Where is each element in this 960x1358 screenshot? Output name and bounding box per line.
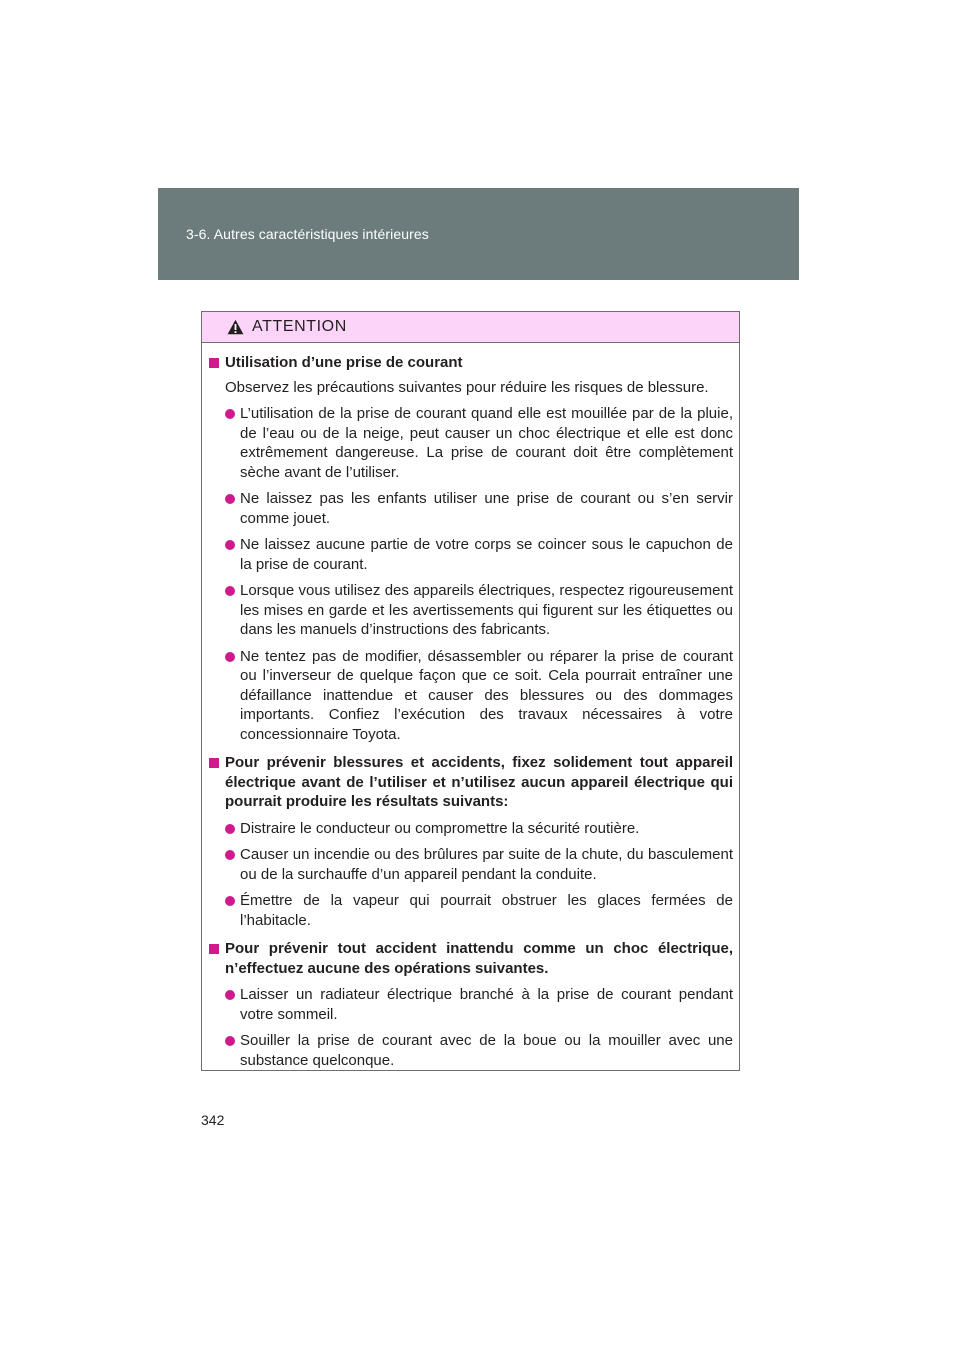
list-item-text: Causer un incendie ou des brûlures par suite de la chute, du basculement ou de la surchauffe d’un appareil pendant la conduite. (240, 846, 733, 883)
section-intro: Observez les précautions suivantes pour réduire les risques de blessure. (225, 378, 709, 396)
circle-bullet-icon (225, 586, 235, 596)
list-item (209, 581, 733, 640)
section-heading-text: Utilisation d’une prise de courant (225, 354, 463, 371)
circle-bullet-icon (225, 494, 235, 504)
list-item-text: L’utilisation de la prise de courant quand elle est mouillée par de la pluie, de l’eau ou de la neige, peut causer un choc électrique et elle est donc extrêmement dangereuse. La prise de courant doit être complètement sèche avant de l’utiliser. (240, 405, 733, 481)
list-item-text: Ne laissez pas les enfants utiliser une prise de courant ou s’en servir comme jouet. (240, 490, 733, 527)
list-item (209, 404, 733, 482)
list-item (209, 647, 733, 745)
square-bullet-icon (209, 358, 219, 368)
list-item (209, 535, 733, 574)
warning-title: ATTENTION (252, 318, 347, 335)
page-number: 342 (201, 1112, 225, 1128)
section-heading-text: Pour prévenir blessures et accidents, fixez solidement tout appareil électrique avant de l’utiliser et n’utilisez aucun appareil électrique qui pourrait produire les résultats suivants: (225, 754, 733, 810)
list-item-text: Lorsque vous utilisez des appareils électriques, respectez rigoureusement les mises en garde et les avertissements qui figurent sur les étiquettes ou dans les manuels d’instructions des fabricants. (240, 582, 733, 638)
square-bullet-icon (209, 758, 219, 768)
section-heading (209, 939, 733, 978)
list-item (209, 1031, 733, 1070)
section-title: 3-6. Autres caractéristiques intérieures (186, 226, 429, 242)
list-item-text: Laisser un radiateur électrique branché à la prise de courant pendant votre sommeil. (240, 986, 733, 1023)
circle-bullet-icon (225, 540, 235, 550)
list-item-text: Distraire le conducteur ou compromettre la sécurité routière. (240, 819, 640, 837)
section-heading (209, 353, 733, 373)
chapter-header-band (158, 188, 799, 280)
list-item (209, 985, 733, 1024)
list-item-text: Souiller la prise de courant avec de la boue ou la mouiller avec une substance quelconque. (240, 1032, 733, 1069)
circle-bullet-icon (225, 990, 235, 1000)
list-item (209, 819, 733, 839)
square-bullet-icon (209, 944, 219, 954)
circle-bullet-icon (225, 409, 235, 419)
circle-bullet-icon (225, 824, 235, 834)
section-heading (209, 753, 733, 812)
circle-bullet-icon (225, 1036, 235, 1046)
warning-box (201, 311, 740, 1071)
warning-triangle-icon (227, 319, 244, 335)
list-item-text: Ne tentez pas de modifier, désassembler ou réparer la prise de courant ou l’inverseur de quelque façon que ce soit. Cela pourrait entraîner une défaillance inattendue et causer des blessures ou des dommages importants. Confiez l’exécution des travaux nécessaires à votre concessionnaire Toyota. (240, 647, 733, 743)
list-item (209, 891, 733, 930)
list-item (209, 845, 733, 884)
circle-bullet-icon (225, 652, 235, 662)
list-item-text: Émettre de la vapeur qui pourrait obstruer les glaces fermées de l’habitacle. (240, 892, 733, 929)
section-heading-text: Pour prévenir tout accident inattendu comme un choc électrique, n’effectuez aucune des opérations suivantes. (225, 940, 733, 977)
warning-body (202, 343, 739, 1070)
list-item (209, 489, 733, 528)
list-item-text: Ne laissez aucune partie de votre corps se coincer sous le capuchon de la prise de courant. (240, 536, 733, 573)
circle-bullet-icon (225, 896, 235, 906)
circle-bullet-icon (225, 850, 235, 860)
warning-header (202, 312, 739, 343)
